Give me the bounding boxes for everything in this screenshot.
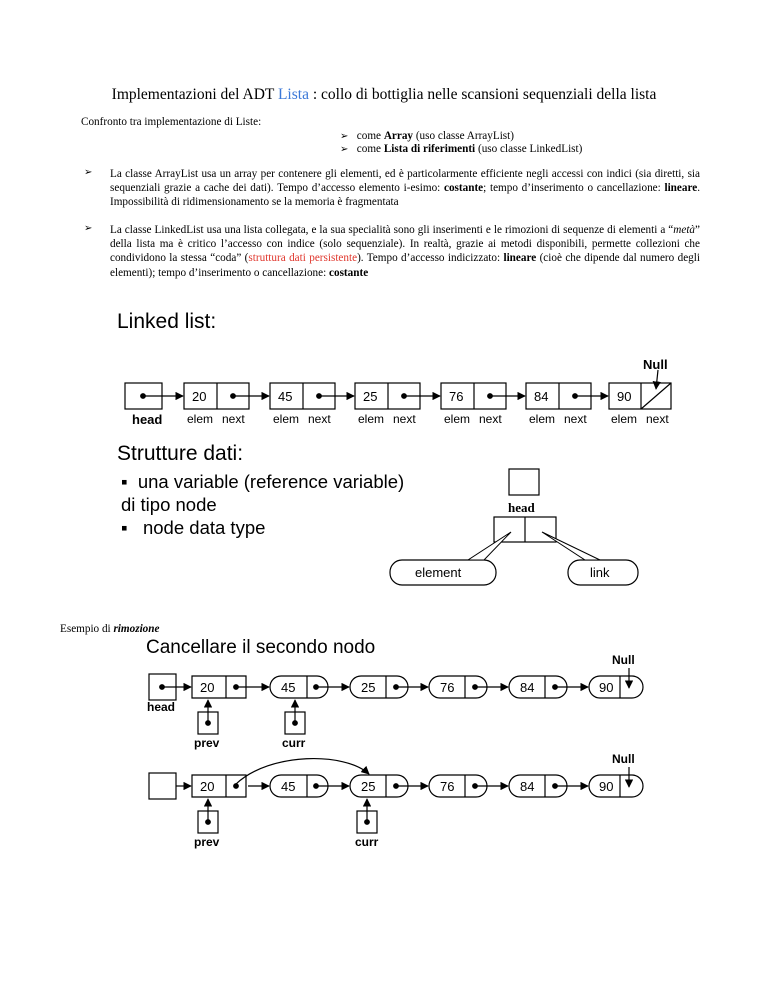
title-text: Implementazioni del ADT (111, 86, 278, 103)
node-value: 45 (281, 680, 296, 695)
compare-item-linked: ➢ come Lista di riferimenti (uso classe LinkedList) (340, 143, 583, 155)
next-label: next (222, 412, 245, 426)
elem-label: elem (611, 412, 638, 426)
prev-label: prev (194, 736, 220, 750)
next-label: next (479, 412, 502, 426)
node-value: 76 (449, 389, 464, 404)
strutture-line-1: ▪ una variable (reference variable) (121, 471, 405, 492)
intro-text: Confronto tra implementazione di Liste: (81, 116, 262, 128)
elem-label: elem (529, 412, 556, 426)
title-highlight: Lista (277, 86, 309, 103)
link-label: link (590, 565, 610, 580)
bypass-link (236, 759, 369, 784)
head-variable-box (509, 469, 539, 495)
title-suffix: : collo di bottiglia nelle scansioni sequenziali della lista (308, 86, 657, 103)
node-value: 76 (440, 779, 455, 794)
head-label: head (132, 412, 163, 427)
struct-head-label: head (508, 500, 535, 515)
paragraph-arraylist: La classe ArrayList usa un array per contenere gli elementi, ed è particolarmente efficiente negli accessi con indici (sia diretti, sia sequenziali grazie a cache dei dati). Tempo d’accesso elemento i-esimo: costante; tempo d’inserimento o cancellazione: lineare. Impossibilità di ridimensionamento se la memoria è fragmentata (110, 168, 700, 209)
bullet-arrow-icon: ➢ (340, 144, 349, 155)
next-label: next (646, 412, 669, 426)
compare-item-array: ➢ come Array (uso classe ArrayList) (340, 130, 514, 142)
elem-label: elem (358, 412, 385, 426)
null-label: Null (612, 752, 635, 766)
square-bullet-icon: ▪ (121, 517, 128, 538)
next-label: next (308, 412, 331, 426)
node-value: 25 (363, 389, 378, 404)
next-label: next (393, 412, 416, 426)
node-value: 84 (520, 779, 535, 794)
removal-header: Cancellare il secondo nodo (146, 637, 376, 658)
node-value: 20 (200, 779, 215, 794)
prev-label: prev (194, 835, 220, 849)
removal-diagram-before (149, 668, 643, 734)
elem-label: elem (444, 412, 471, 426)
bullet-arrow-icon: ➢ (340, 131, 349, 142)
node-value: 90 (617, 389, 632, 404)
node-value: 90 (599, 680, 614, 695)
node-value: 90 (599, 779, 614, 794)
null-label: Null (612, 653, 635, 667)
head-label: head (147, 700, 176, 714)
strutture-header: Strutture dati: (117, 442, 244, 465)
strutture-line-2: di tipo node (121, 494, 217, 515)
head-box (149, 773, 176, 799)
node-value: 76 (440, 680, 455, 695)
node-value: 45 (281, 779, 296, 794)
next-label: next (564, 412, 587, 426)
bullet-arrow-icon: ➢ (84, 167, 93, 178)
linked-list-header: Linked list: (117, 310, 217, 333)
elem-label: elem (273, 412, 300, 426)
curr-label: curr (355, 835, 379, 849)
null-label: Null (643, 357, 668, 372)
esempio-label: Esempio di rimozione (60, 623, 160, 635)
square-bullet-icon: ▪ (121, 471, 128, 492)
bullet-arrow-icon: ➢ (84, 223, 93, 234)
list-node-last (589, 676, 643, 698)
paragraph-linkedlist: La classe LinkedList usa una lista collegata, e la sua specialità sono gli inserimenti e le rimozioni di sequenze di elementi a “metà” della lista ma è critico l’accesso con indice (solo sequenziale). In realtà, grazie ai metodi disponibili, permette collezioni che condividono la stessa “coda” (struttura dati persistente). Tempo d’accesso indicizzato: lineare (cioè che dipende dal numero degli elementi); tempo d’inserimento o cancellazione: costante (110, 224, 700, 279)
list-node-last (589, 775, 643, 797)
node-value: 20 (200, 680, 215, 695)
linked-list-diagram (125, 370, 671, 409)
node-value: 20 (192, 389, 207, 404)
removal-diagram-after (149, 759, 643, 833)
elem-label: elem (187, 412, 214, 426)
element-label: element (415, 565, 462, 580)
node-value: 84 (520, 680, 535, 695)
node-value: 84 (534, 389, 549, 404)
strutture-line-3: ▪ node data type (121, 517, 266, 538)
node-value: 45 (278, 389, 293, 404)
node-value: 25 (361, 680, 376, 695)
node-value: 25 (361, 779, 376, 794)
curr-label: curr (282, 736, 306, 750)
